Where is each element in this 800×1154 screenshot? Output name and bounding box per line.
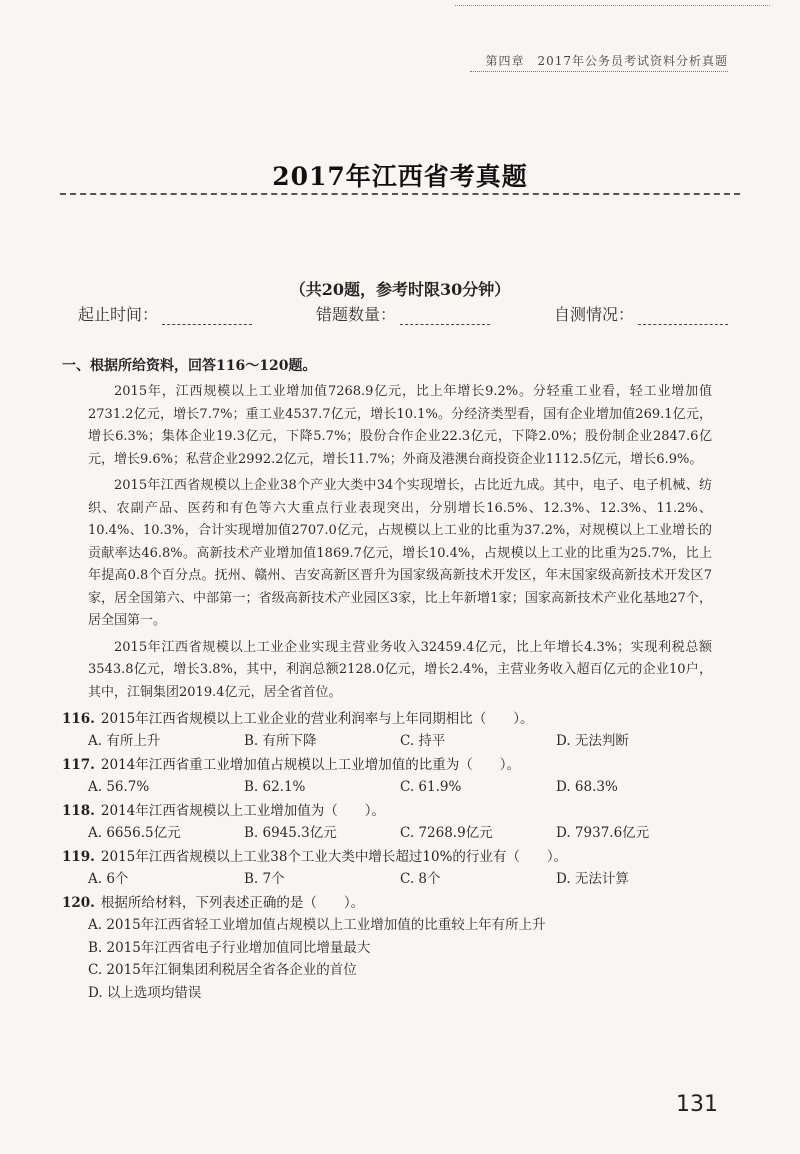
option-c[interactable]: C. 持平 xyxy=(400,733,446,749)
option-c[interactable]: C. 61.9% xyxy=(400,779,462,795)
self-eval-blank xyxy=(638,308,728,325)
content xyxy=(62,355,712,1004)
option-b[interactable]: B. 有所下降 xyxy=(244,733,317,749)
question-stem: 根据所给材料，下列表述正确的是（ ）。 xyxy=(100,895,365,911)
question-118 xyxy=(62,800,712,844)
start-time-field xyxy=(78,302,252,325)
section-heading: 一、根据所给资料，回答116～120题。 xyxy=(62,358,317,374)
errors-label: 错题数量： xyxy=(315,305,396,324)
option-b[interactable]: B. 2015年江西省电子行业增加值同比增量最大 xyxy=(88,939,371,956)
self-eval-label: 自测情况： xyxy=(553,305,634,324)
option-d[interactable]: D. 无法判断 xyxy=(556,733,629,749)
start-time-label: 起止时间： xyxy=(78,305,159,324)
question-119 xyxy=(62,846,712,890)
self-eval-field xyxy=(554,302,728,325)
option-a[interactable]: A. 2015年江西省轻工业增加值占规模以上工业增加值的比重较上年有所上升 xyxy=(88,917,546,933)
title-rule xyxy=(60,193,740,195)
option-c[interactable]: C. 2015年江铜集团利税居全省各企业的首位 xyxy=(88,962,357,978)
question-120 xyxy=(62,892,712,1004)
option-d[interactable]: D. 7937.6亿元 xyxy=(556,825,650,841)
option-d[interactable]: D. 以上选项均错误 xyxy=(88,984,202,1001)
material-paragraph-3: 2015年江西省规模以上工业企业实现主营业务收入32459.4亿元，比上年增长4.3%；实现利税总额3543.8亿元，增长3.8%，其中，利润总额2128.0亿元，增长2.4%，主营业务收入超百亿元的企业10户，其中，江铜集团2019.4亿元，居全省首位。 xyxy=(88,639,712,700)
question-number: 119. xyxy=(62,849,95,865)
option-b[interactable]: B. 7个 xyxy=(244,871,285,887)
option-a[interactable]: A. 56.7% xyxy=(88,779,150,795)
running-header: 第四章 2017年公务员考试资料分析真题 xyxy=(485,54,728,68)
option-a[interactable]: A. 6656.5亿元 xyxy=(88,825,181,841)
page-number: 131 xyxy=(676,1092,718,1117)
question-number: 120. xyxy=(62,895,95,911)
header-underline xyxy=(470,71,728,72)
page-title: 2017年江西省考真题 xyxy=(272,162,528,191)
option-b[interactable]: B. 62.1% xyxy=(244,779,306,795)
question-number: 117. xyxy=(62,757,95,773)
material-paragraph-2: 2015年江西省规模以上企业38个产业大类中34个实现增长，占比近九成。其中，电子、电子机械、纺织、农副产品、医药和有色等六大重点行业表现突出，分别增长16.5%、12.3%、12.3%、11.2%、10.4%、10.3%，合计实现增加值2707.0亿元，占规模以上工业的比重为37.2%，对规模以上工业增长的贡献率达46.8%。高新技术产业增加值1869.7亿元，增长10.4%，占规模以上工业的比重为25.7%，比上年提高0.8个百分点。抚州、赣州、吉安高新区晋升为国家级高新技术开发区，年末国家级高新技术开发区7家，居全国第六、中部第一；省级高新技术产业园区3家，比上年新增1家；国家高新技术产业化基地27个，居全国第一。 xyxy=(88,478,712,628)
question-stem: 2014年江西省规模以上工业增加值为（ ）。 xyxy=(100,803,385,819)
option-b[interactable]: B. 6945.3亿元 xyxy=(244,825,337,841)
subtitle: （共20题，参考时限30分钟） xyxy=(289,280,511,299)
option-d[interactable]: D. 无法计算 xyxy=(556,871,629,887)
question-stem: 2014年江西省重工业增加值占规模以上工业增加值的比重为（ ）。 xyxy=(100,757,520,773)
question-117 xyxy=(62,754,712,798)
question-116 xyxy=(62,708,712,752)
errors-blank xyxy=(400,308,490,325)
option-a[interactable]: A. 6个 xyxy=(88,871,129,887)
errors-field xyxy=(316,302,490,325)
question-number: 118. xyxy=(62,803,95,819)
question-number: 116. xyxy=(62,711,95,727)
option-c[interactable]: C. 8个 xyxy=(400,871,441,887)
question-stem: 2015年江西省规模以上工业38个工业大类中增长超过10%的行业有（ ）。 xyxy=(100,849,568,865)
option-a[interactable]: A. 有所上升 xyxy=(88,733,161,749)
option-d[interactable]: D. 68.3% xyxy=(556,779,618,795)
top-dotted-rule xyxy=(455,5,770,6)
record-row xyxy=(78,302,728,325)
question-stem: 2015年江西省规模以上工业企业的营业利润率与上年同期相比（ ）。 xyxy=(100,711,534,727)
option-c[interactable]: C. 7268.9亿元 xyxy=(400,825,493,841)
start-time-blank xyxy=(162,308,252,325)
material-paragraph-1: 2015年，江西规模以上工业增加值7268.9亿元，比上年增长9.2%。分轻重工业看，轻工业增加值2731.2亿元，增长7.7%；重工业4537.7亿元，增长10.1%。分经济类型看，国有企业增加值269.1亿元，增长6.3%；集体企业19.3亿元，下降5.7%；股份合作企业22.3亿元，下降2.0%；股份制企业2847.6亿元，增长9.6%；私营企业2992.2亿元，增长11.7%；外商及港澳台商投资企业1112.5亿元，增长6.9%。 xyxy=(88,384,712,467)
